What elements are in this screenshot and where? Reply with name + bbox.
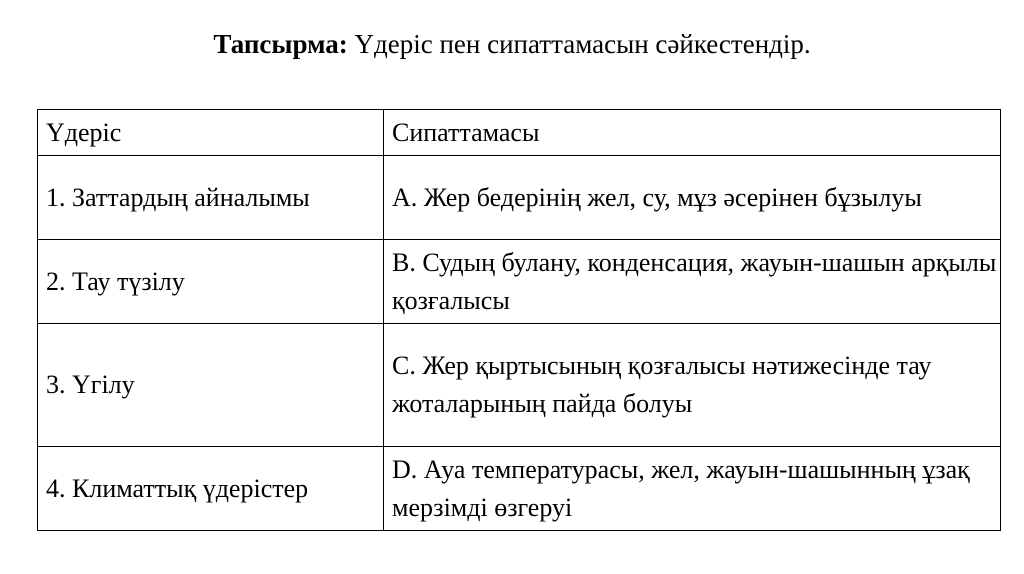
process-cell: 4. Климаттық үдерістер [38,447,384,531]
task-label: Тапсырма: [213,29,348,59]
process-cell: 3. Үгілу [38,324,384,447]
process-cell: 2. Тау түзілу [38,240,384,324]
description-cell: А. Жер бедерінің жел, су, мұз әсерінен бұзылуы [384,156,1001,240]
description-cell: D. Ауа температурасы, жел, жауын-шашынның ұзақ мерзімді өзгеруі [384,447,1001,531]
process-cell: 1. Заттардың айналымы [38,156,384,240]
matching-table [37,109,1001,531]
header-description: Сипаттамасы [384,110,1001,156]
table-row [38,156,1001,240]
task-title [0,26,1024,62]
task-text: Үдеріс пен сипаттамасын сәйкестендір. [354,29,811,59]
description-cell: В. Судың булану, конденсация, жауын-шашын арқылы қозғалысы [384,240,1001,324]
table-header-row [38,110,1001,156]
description-cell: С. Жер қыртысының қозғалысы нәтижесінде тау жоталарының пайда болуы [384,324,1001,447]
header-process: Үдеріс [38,110,384,156]
table-row [38,447,1001,531]
table-row [38,240,1001,324]
table-row [38,324,1001,447]
